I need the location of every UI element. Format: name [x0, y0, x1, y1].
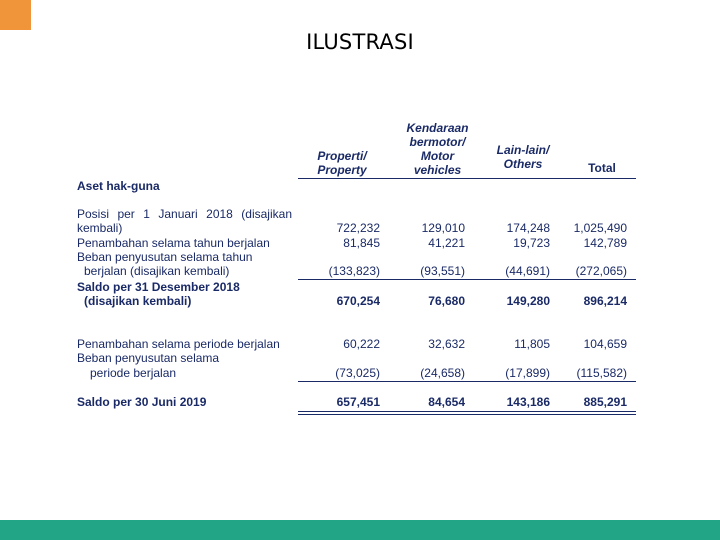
cell-kendaraan: 84,654 [428, 395, 465, 409]
cell-properti: (133,823) [328, 264, 380, 278]
cell-total: (115,582) [576, 366, 627, 380]
header-lain-line2: Others [503, 157, 543, 171]
slide-title: ILUSTRASI [306, 30, 414, 54]
cell-total: 885,291 [583, 395, 627, 409]
footer-bar [0, 520, 720, 540]
cell-kendaraan: (24,658) [420, 366, 465, 380]
section-title: Aset hak-guna [77, 179, 160, 193]
financial-table-image [70, 115, 650, 415]
row-label: Saldo per 30 Juni 2019 [77, 395, 207, 409]
cell-kendaraan: 32,632 [428, 337, 465, 351]
row-label-cont: kembali) [77, 221, 123, 235]
header-kendaraan-line1: Kendaraan [406, 121, 469, 135]
header-kendaraan-line2: bermotor/ [409, 135, 466, 149]
cell-lain-lain: 149,280 [506, 294, 550, 308]
row-label-cont: periode berjalan [90, 366, 177, 380]
cell-properti: 60,222 [343, 337, 380, 351]
cell-kendaraan: 76,680 [428, 294, 465, 308]
cell-kendaraan: 129,010 [421, 221, 465, 235]
cell-properti: 722,232 [336, 221, 380, 235]
header-properti [302, 149, 382, 177]
cell-total: 896,214 [583, 294, 627, 308]
subtotal-rule [298, 279, 636, 280]
row-label: Saldo per 31 Desember 2018 [77, 280, 240, 294]
cell-lain-lain: 174,248 [506, 221, 550, 235]
header-kendaraan-line4: vehicles [413, 163, 462, 177]
cell-lain-lain: 143,186 [506, 395, 550, 409]
cell-kendaraan: 41,221 [428, 236, 465, 250]
row-label-cont: berjalan (disajikan kembali) [84, 264, 230, 278]
header-kendaraan [395, 121, 480, 177]
header-kendaraan-line3: Motor [420, 149, 455, 163]
header-lain-line1: Lain-lain/ [496, 143, 550, 157]
row-label: Beban penyusutan selama [77, 351, 220, 365]
header-properti-line2: Property [317, 163, 367, 177]
header-lain-lain [483, 143, 563, 171]
cell-total: (272,065) [575, 264, 627, 278]
row-label: Posisi per 1 Januari 2018 (disajikan [77, 207, 292, 221]
header-properti-line1: Properti/ [317, 149, 367, 163]
cell-kendaraan: (93,551) [420, 264, 465, 278]
cell-total: 104,659 [583, 337, 627, 351]
cell-properti: 670,254 [336, 294, 380, 308]
cell-total: 142,789 [583, 236, 627, 250]
cell-properti: (73,025) [335, 366, 380, 380]
cell-lain-lain: (17,899) [505, 366, 550, 380]
cell-lain-lain: 11,805 [514, 337, 550, 351]
cell-lain-lain: 19,723 [513, 236, 550, 250]
subtotal-rule [298, 381, 636, 382]
cell-lain-lain: (44,691) [505, 264, 550, 278]
total-double-rule [298, 411, 636, 415]
header-total: Total [588, 161, 616, 175]
row-label: Beban penyusutan selama tahun [77, 250, 253, 264]
row-label: Penambahan selama periode berjalan [77, 337, 280, 351]
header-rule [298, 178, 636, 179]
row-label: Penambahan selama tahun berjalan [77, 236, 270, 250]
cell-properti: 81,845 [343, 236, 380, 250]
accent-corner-block [0, 0, 31, 30]
row-label-cont: (disajikan kembali) [84, 294, 192, 308]
cell-total: 1,025,490 [573, 221, 627, 235]
cell-properti: 657,451 [336, 395, 380, 409]
